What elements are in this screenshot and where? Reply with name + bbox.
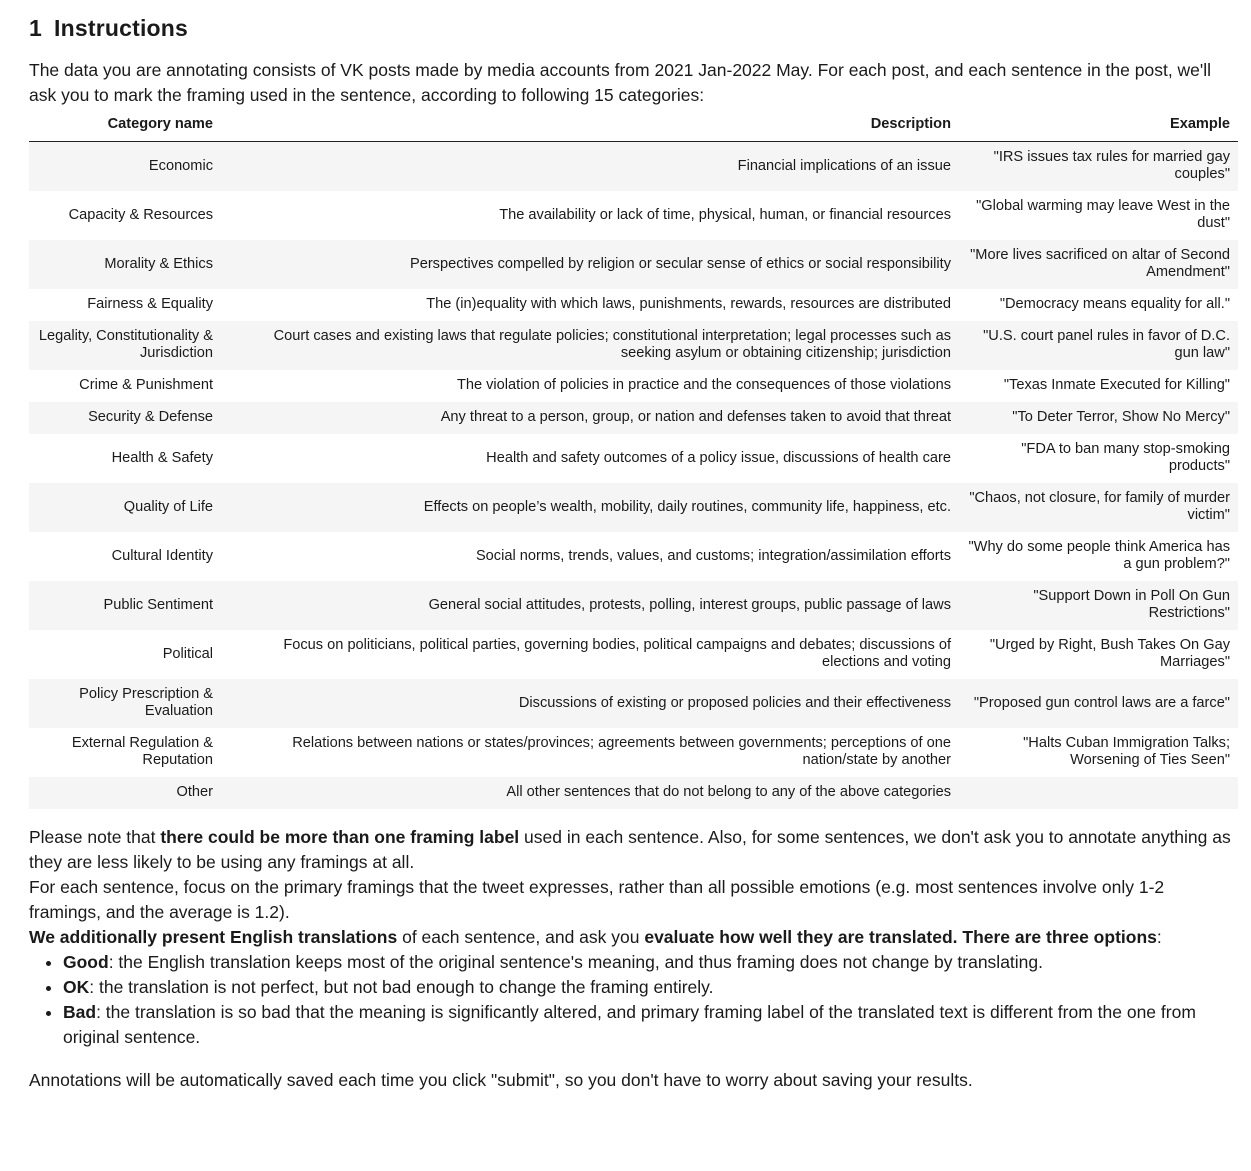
option-text: : the translation is so bad that the meaning is significantly altered, and primary framing label of the translated text is different from the one from original sentence. [63, 1001, 1196, 1047]
page-title [29, 12, 1237, 44]
table-row [29, 402, 1238, 434]
list-item [63, 975, 1237, 1000]
category-description: Discussions of existing or proposed policies and their effectiveness [518, 694, 951, 711]
category-description: Health and safety outcomes of a policy issue, discussions of health care [486, 449, 951, 466]
category-example: "Urged by Right, Bush Takes On Gay Marriages" [989, 637, 1230, 670]
framing-categories-table [29, 108, 1238, 809]
category-name: External Regulation & Reputation [71, 735, 213, 768]
table-row [29, 370, 1238, 402]
option-label-ok: OK [63, 976, 90, 997]
category-name: Crime & Punishment [79, 377, 213, 393]
focus-paragraph: For each sentence, focus on the primary framings that the tweet expresses, rather than all possible emotions (e.g. most sentences involve only 1-2 framings, and the average is 1.2). [29, 876, 1165, 922]
category-name: Capacity & Resources [68, 206, 213, 223]
list-item [63, 950, 1237, 975]
option-label-bad: Bad [63, 1001, 97, 1022]
translation-emphasis-1: We additionally present English translations [29, 926, 398, 947]
category-example: "Proposed gun control laws are a farce" [973, 694, 1230, 711]
table-row [29, 483, 1238, 532]
table-row [29, 728, 1238, 777]
category-name: Morality & Ethics [104, 255, 213, 272]
category-name: Other [176, 784, 213, 800]
table-row [29, 679, 1238, 728]
category-name: Security & Defense [88, 409, 213, 425]
category-example: "Support Down in Poll On Gun Restrictions" [1033, 588, 1230, 621]
save-note-paragraph: Annotations will be automatically saved each time you click "submit", so you don't have to worry about saving your results. [29, 1069, 973, 1090]
category-description: Effects on people’s wealth, mobility, daily routines, community life, happiness, etc. [423, 498, 951, 515]
category-example: "Why do some people think America has a gun problem?" [968, 539, 1230, 572]
category-example: "FDA to ban many stop-smoking products" [1021, 441, 1230, 474]
table-row [29, 434, 1238, 483]
category-name: Cultural Identity [111, 547, 213, 564]
translation-text-mid: of each sentence, and ask you [397, 926, 645, 947]
table-row [29, 240, 1238, 289]
translation-options-list [29, 950, 1237, 1050]
table-row [29, 777, 1238, 809]
section-number: 1 [29, 15, 42, 41]
category-description: Court cases and existing laws that regulate policies; constitutional interpretation; legal processes such as seeking asylum or obtaining citizenship; jurisdiction [273, 328, 951, 361]
translation-emphasis-2: evaluate how well they are translated. There are three options [644, 926, 1157, 947]
option-label-good: Good [63, 951, 109, 972]
category-name: Economic [148, 157, 213, 174]
multi-label-note [29, 825, 1237, 875]
table-row [29, 191, 1238, 240]
translation-text-end: : [1156, 926, 1162, 947]
category-description: The availability or lack of time, physical, human, or financial resources [499, 206, 951, 223]
category-example: "Global warming may leave West in the dust" [976, 198, 1230, 231]
category-example: "Texas Inmate Executed for Killing" [1003, 377, 1230, 393]
category-description: The violation of policies in practice and the consequences of those violations [456, 377, 951, 393]
category-description: Any threat to a person, group, or nation and defenses taken to avoid that threat [440, 409, 951, 425]
section-title: Instructions [54, 15, 189, 41]
table-row [29, 142, 1238, 191]
translation-paragraph [29, 925, 1237, 950]
table-row [29, 581, 1238, 630]
category-name: Political [162, 645, 213, 662]
header-description: Description [221, 108, 959, 142]
category-example: "U.S. court panel rules in favor of D.C. gun law" [983, 328, 1230, 361]
option-text: : the translation is not perfect, but not bad enough to change the framing entirely. [89, 976, 714, 997]
option-text: : the English translation keeps most of the original sentence's meaning, and thus framing does not change by translating. [108, 951, 1044, 972]
category-example: "IRS issues tax rules for married gay couples" [993, 149, 1230, 183]
note-text-after: used in each sentence. Also, for some sentences, we don't ask you to annotate anything as they are less likely to be using any framings at all. [29, 826, 1231, 872]
category-description: Social norms, trends, values, and customs; integration/assimilation efforts [475, 547, 951, 564]
list-item [63, 1000, 1237, 1050]
category-description: Perspectives compelled by religion or secular sense of ethics or social responsibility [409, 255, 951, 272]
category-example [959, 777, 1238, 809]
note-text-before: Please note that [29, 826, 161, 847]
header-example: Example [959, 108, 1238, 142]
category-description: Focus on politicians, political parties, governing bodies, political campaigns and debates; discussions of elections and voting [283, 637, 951, 670]
category-description: Relations between nations or states/provinces; agreements between governments; perceptions of one nation/state by another [292, 735, 951, 768]
category-description: General social attitudes, protests, polling, interest groups, public passage of laws [428, 596, 951, 613]
category-description: All other sentences that do not belong to any of the above categories [506, 784, 951, 800]
table-row [29, 532, 1238, 581]
table-row [29, 289, 1238, 321]
intro-paragraph: The data you are annotating consists of VK posts made by media accounts from 2021 Jan-2022 May. For each post, and each sentence in the post, we'll ask you to mark the framing used in the sentence, according to following 15 categories: [29, 60, 1212, 105]
category-example: "Chaos, not closure, for family of murder victim" [969, 490, 1230, 523]
category-example: "Halts Cuban Immigration Talks; Worsening of Ties Seen" [1023, 735, 1230, 768]
category-name: Public Sentiment [103, 596, 213, 613]
category-name: Legality, Constitutionality & Jurisdiction [38, 328, 213, 361]
table-row [29, 630, 1238, 679]
category-example: "Democracy means equality for all." [999, 296, 1230, 312]
category-name: Health & Safety [111, 449, 213, 466]
category-description: The (in)equality with which laws, punishments, rewards, resources are distributed [426, 296, 951, 312]
category-example: "To Deter Terror, Show No Mercy" [1012, 409, 1230, 425]
header-category-name: Category name [29, 108, 221, 142]
category-name: Policy Prescription & Evaluation [79, 686, 213, 719]
table-row [29, 321, 1238, 370]
category-example: "More lives sacrificed on altar of Second Amendment" [970, 247, 1230, 280]
category-description: Financial implications of an issue [737, 157, 951, 174]
category-name: Quality of Life [123, 498, 213, 515]
category-name: Fairness & Equality [87, 296, 213, 312]
table-header-row [29, 108, 1238, 142]
note-emphasis: there could be more than one framing label [160, 826, 520, 847]
